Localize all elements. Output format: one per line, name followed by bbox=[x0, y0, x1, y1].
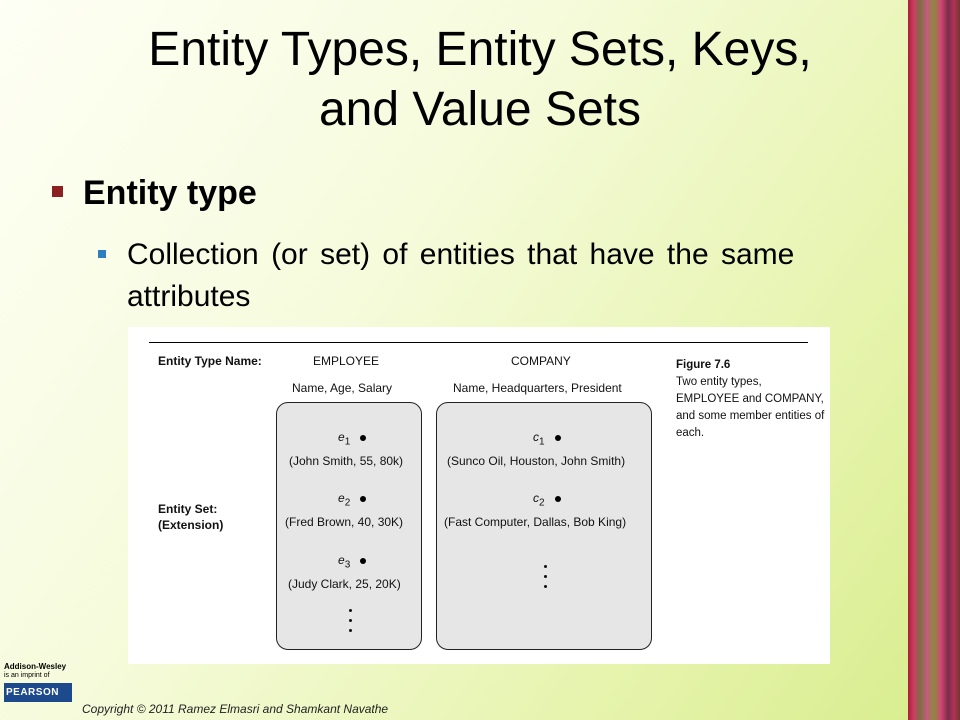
employee-entity-e2-value: (Fred Brown, 40, 30K) bbox=[285, 515, 404, 529]
entity-dot-icon bbox=[555, 435, 561, 441]
figure-caption-title: Figure 7.6 bbox=[676, 359, 731, 371]
entity-id: e bbox=[338, 491, 345, 505]
slide-title-line-1: Entity Types, Entity Sets, Keys, bbox=[148, 23, 812, 76]
slide-title bbox=[40, 20, 920, 140]
figure-7-6 bbox=[128, 327, 830, 664]
bullet-collection-text: Collection (or set) of entities that have the same attributes bbox=[127, 238, 795, 313]
employee-entity-e1 bbox=[338, 430, 366, 447]
publisher-logo bbox=[4, 662, 72, 702]
entity-dot-icon bbox=[360, 435, 366, 441]
slide-title-line-2: and Value Sets bbox=[318, 83, 641, 136]
company-type-name: COMPANY bbox=[511, 354, 571, 368]
bullet-collection bbox=[98, 234, 838, 318]
employee-entity-set-box bbox=[276, 402, 422, 650]
pearson-logo: PEARSON bbox=[4, 683, 72, 702]
company-entity-c1 bbox=[533, 430, 561, 447]
decorative-side-strip bbox=[908, 0, 960, 720]
figure-caption bbox=[676, 357, 826, 442]
company-entity-c1-value: (Sunco Oil, Houston, John Smith) bbox=[447, 454, 626, 468]
entity-dot-icon bbox=[555, 496, 561, 502]
entity-id-subscript: 2 bbox=[344, 497, 351, 509]
square-bullet-icon bbox=[98, 250, 106, 258]
entity-set-label-line-1: Entity Set: bbox=[158, 502, 218, 516]
entity-dot-icon bbox=[360, 558, 366, 564]
entity-type-name-label: Entity Type Name: bbox=[158, 354, 262, 368]
logo-brand: Addison-Wesley bbox=[4, 662, 67, 671]
more-entities-ellipsis-icon bbox=[543, 565, 549, 595]
bullet-entity-type-text: Entity type bbox=[83, 174, 257, 212]
company-entity-c2-value: (Fast Computer, Dallas, Bob King) bbox=[444, 515, 627, 529]
logo-imprint: is an imprint of bbox=[4, 672, 50, 679]
company-attributes: Name, Headquarters, President bbox=[453, 381, 622, 395]
employee-type-name: EMPLOYEE bbox=[313, 354, 380, 368]
entity-id: e bbox=[338, 553, 345, 567]
entity-set-label-line-2: (Extension) bbox=[158, 518, 224, 532]
employee-entity-e1-value: (John Smith, 55, 80k) bbox=[289, 454, 404, 468]
entity-id-subscript: 1 bbox=[344, 436, 351, 448]
entity-id: c bbox=[533, 491, 539, 505]
employee-entity-e2 bbox=[338, 491, 366, 508]
company-entity-set-box bbox=[436, 402, 652, 650]
entity-id: c bbox=[533, 430, 539, 444]
entity-id-subscript: 2 bbox=[539, 497, 545, 509]
square-bullet-icon bbox=[52, 186, 63, 197]
employee-entity-e3-value: (Judy Clark, 25, 20K) bbox=[288, 577, 401, 591]
employee-entity-e3 bbox=[338, 553, 366, 570]
employee-attributes: Name, Age, Salary bbox=[292, 381, 393, 395]
figure-caption-text: Two entity types, EMPLOYEE and COMPANY, and some member entities of each. bbox=[676, 376, 825, 439]
more-entities-ellipsis-icon bbox=[348, 609, 354, 639]
company-entity-c2 bbox=[533, 491, 561, 508]
entity-id-subscript: 3 bbox=[344, 559, 351, 571]
entity-id: e bbox=[338, 430, 345, 444]
figure-top-rule bbox=[149, 342, 808, 343]
entity-set-label bbox=[158, 501, 223, 533]
entity-dot-icon bbox=[360, 496, 366, 502]
bullet-entity-type bbox=[52, 174, 257, 213]
entity-id-subscript: 1 bbox=[539, 436, 545, 448]
copyright-footer: Copyright © 2011 Ramez Elmasri and Shamkant Navathe bbox=[82, 702, 389, 716]
